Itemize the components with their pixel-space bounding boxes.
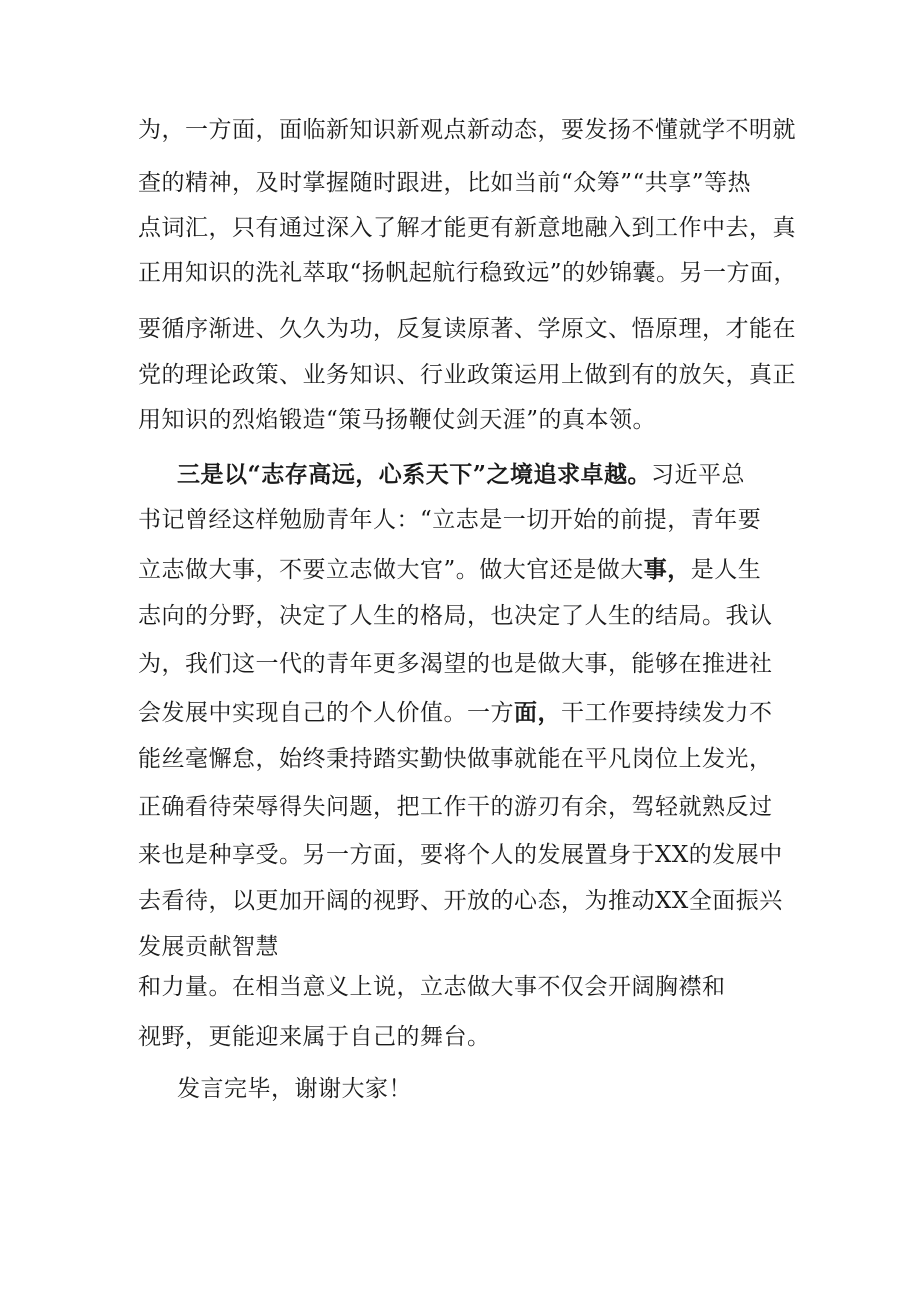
paragraph-1-line-6: 党的理论政策、业务知识、行业政策运用上做到有的放矢，真正 (138, 362, 796, 388)
closing-remark: 发言完毕，谢谢大家！ (177, 1076, 412, 1102)
paragraph-2-line-2: 书记曾经这样勉励青年人：“立志是一切开始的前提，青年要 (138, 507, 762, 533)
paragraph-1-line-2: 查的精神，及时掌握随时跟进，比如当前“众筹”“共享”等热 (138, 170, 752, 196)
paragraph-2-line-3-a: 立志做大事，不要立志做大官”。做大官还是做大 (138, 557, 644, 583)
paragraph-2-line-3 (138, 555, 761, 585)
paragraph-1-line-3: 点词汇，只有通过深入了解才能更有新意地融入到工作中去，真 (138, 215, 796, 241)
paragraph-1-line-1: 为，一方面，面临新知识新观点新动态，要发扬不懂就学不明就 (138, 117, 796, 143)
paragraph-2-line-1 (177, 460, 745, 490)
paragraph-2-line-6-a: 会发展中实现自己的个人价值。一方 (138, 700, 514, 726)
paragraph-1-line-7: 用知识的烈焰锻造“策马扬鞭仗剑天涯”的真本领。 (138, 407, 657, 433)
paragraph-2-line-4: 志向的分野，决定了人生的格局，也决定了人生的结局。我认 (138, 603, 773, 629)
paragraph-2-line-13: 视野，更能迎来属于自己的舞台。 (138, 1024, 491, 1050)
paragraph-1-line-4: 正用知识的洗礼萃取“扬帆起航行稳致远”的妙锦囊。另一方面， (138, 260, 798, 286)
paragraph-2-line-10: 去看待，以更加开阔的视野、开放的心态，为推动XX全面振兴 (138, 888, 783, 914)
paragraph-2-line-6-bold: 面， (514, 699, 561, 726)
paragraph-2-line-6-c: 干工作要持续发力不 (561, 700, 773, 726)
section-heading: 三是以“志存高远，心系天下”之境追求卓越。 (177, 461, 651, 488)
paragraph-2-line-1-rest: 习近平总 (650, 462, 745, 488)
paragraph-2-line-3-bold: 事， (643, 556, 691, 583)
paragraph-2-line-9: 来也是种享受。另一方面，要将个人的发展置身于XX的发展中 (138, 842, 783, 868)
paragraph-2-line-12: 和力量。在相当意义上说，立志做大事不仅会开阔胸襟和 (138, 974, 726, 1000)
paragraph-2-line-8: 正确看待荣辱得失问题，把工作干的游刃有余，驾轻就熟反过 (138, 794, 773, 820)
paragraph-1-line-5: 要循序渐进、久久为功，反复读原著、学原文、悟原理，才能在 (138, 316, 796, 342)
paragraph-2-line-3-c: 是人生 (690, 557, 762, 583)
paragraph-2-line-7: 能丝毫懈怠，始终秉持踏实勤快做事就能在平凡岗位上发光， (138, 746, 773, 772)
paragraph-2-line-5: 为，我们这一代的青年更多渴望的也是做大事，能够在推进社 (138, 651, 773, 677)
paragraph-2-line-11: 发展贡献智慧 (138, 934, 279, 960)
paragraph-2-line-6 (138, 698, 773, 728)
